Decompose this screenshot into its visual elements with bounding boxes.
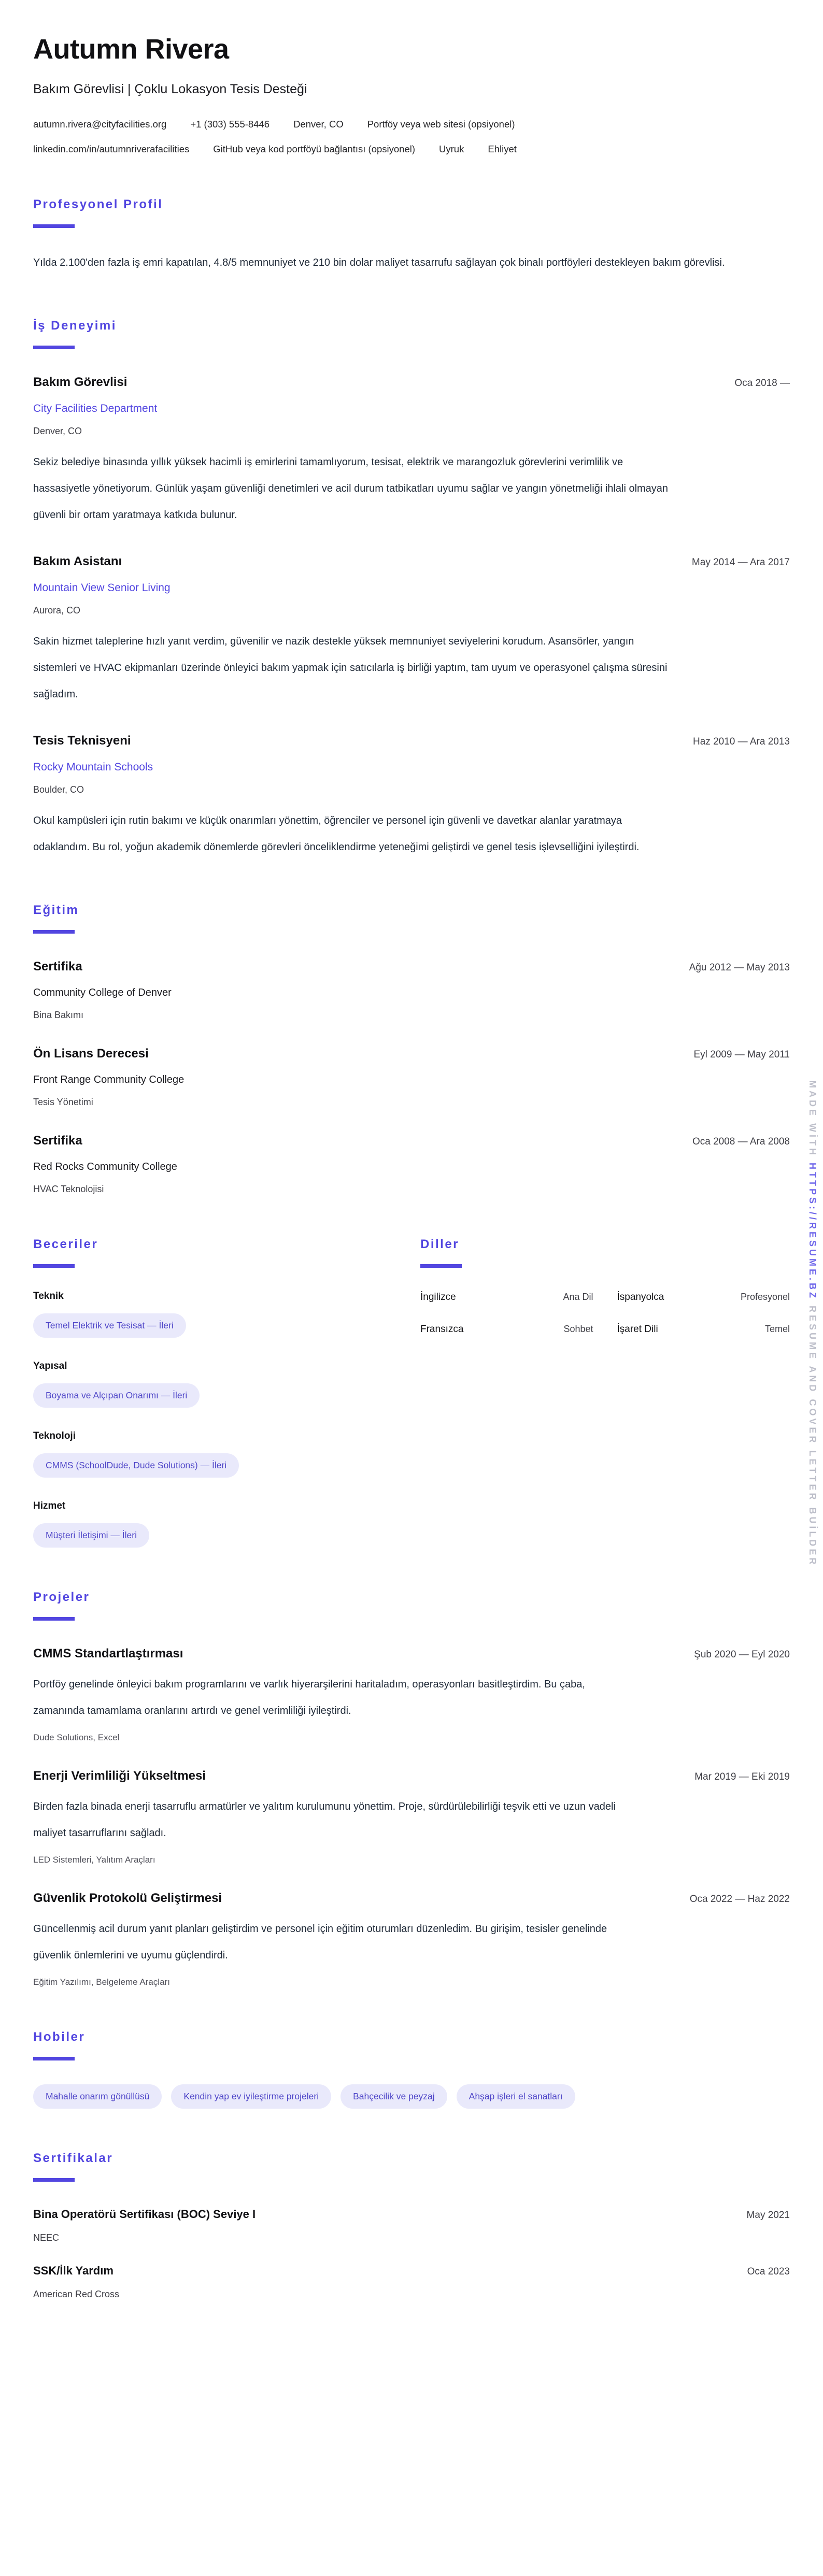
section-skills [33,1237,403,1548]
section-hobbies [33,2030,790,2109]
contact-linkedin: linkedin.com/in/autumnriverafacilities [33,144,190,154]
education-field: Bina Bakımı [33,1010,84,1020]
project-entry-header [33,1647,790,1661]
section-underline [33,930,75,934]
education-entry [33,960,790,1021]
contact-phone: +1 (303) 555-8446 [190,119,270,130]
watermark-resume-bz-link[interactable]: HTTPS://RESUME.BZ [807,1162,818,1300]
job-location: Aurora, CO [33,605,81,616]
section-underline [33,224,75,228]
education-entry [33,1047,790,1108]
contact-row-1 [33,119,790,130]
projects-heading: Projeler [33,1590,90,1604]
project-dates: Oca 2022 — Haz 2022 [689,1894,790,1905]
language-level: Ana Dil [563,1292,593,1302]
certification-date: Oca 2023 [747,2266,790,2277]
hobbies-heading: Hobiler [33,2030,86,2044]
job-description: Sekiz belediye binasında yıllık yüksek hacimli iş emirlerini tamamlıyorum, tesisat, elektrik ve marangozluk görevlerini verimlilik ve hassasiyetle yönetiyorum. Günlük yaşam güvenliği denetimleri ve acil durum tatbikatları uyumu sağlar ve yangın yönetmeliği ihlali olmayan güvenli bir ortam yaratmaya katkıda bulunur. [33,456,669,521]
skill-chip: CMMS (SchoolDude, Dude Solutions) — İleri [33,1453,239,1478]
language-name: İspanyolca [617,1292,664,1303]
project-title: Güvenlik Protokolü Geliştirmesi [33,1891,222,1905]
education-degree: Sertifika [33,960,82,974]
job-company-link[interactable]: City Facilities Department [33,403,158,414]
profile-text: Yılda 2.100'den fazla iş emri kapatılan, 4.8/5 memnuniyet ve 210 bin dolar maliyet tasarrufu sağlayan çok binalı portföyleri destekleyen bakım görevlisi. [33,257,725,268]
language-level: Profesyonel [740,1292,790,1302]
skill-group [33,1430,403,1478]
language-item [617,1324,790,1335]
section-profile [33,197,790,276]
project-dates: Şub 2020 — Eyl 2020 [694,1649,790,1660]
education-dates: Oca 2008 — Ara 2008 [692,1136,790,1147]
certification-title: SSK/İlk Yardım [33,2264,113,2277]
job-title: Tesis Teknisyeni [33,734,131,748]
education-school: Front Range Community College [33,1074,185,1085]
contact-nationality: Uyruk [439,144,464,154]
education-school: Red Rocks Community College [33,1161,177,1172]
job-company-link[interactable]: Mountain View Senior Living [33,582,171,594]
language-name: İngilizce [420,1292,456,1303]
skill-category-label: Teknik [33,1291,64,1301]
education-degree: Sertifika [33,1134,82,1148]
language-item [420,1292,593,1303]
job-description: Okul kampüsleri için rutin bakımı ve küçük onarımları yönettim, öğrenciler ve personel için güvenli ve davetkar alanlar yaratmaya odaklandım. Bu rol, yoğun akademik dönemlerde görevleri önceliklendirme yeteneğimi geliştirdi ve genel tesis işlevselliğini iyileştirdi. [33,815,640,853]
certification-org: NEEC [33,2232,60,2243]
project-tools: Eğitim Yazılımı, Belgeleme Araçları [33,1977,170,1987]
project-description: Birden fazla binada enerji tasarruflu armatürler ve yalıtım kurulumunu yönettim. Proje, sürdürülebilirliği teşvik etti ve uzun vadeli maliyet tasarruflarını sağladı. [33,1801,616,1839]
certification-entry-header [33,2264,790,2278]
section-certifications [33,2151,790,2300]
job-company-link[interactable]: Rocky Mountain Schools [33,761,153,773]
contact-portfolio-placeholder: Portföy veya web sitesi (opsiyonel) [367,119,515,130]
section-languages [420,1237,790,1548]
education-dates: Eyl 2009 — May 2011 [693,1049,790,1060]
job-dates: Oca 2018 — [734,378,790,389]
project-entry [33,1769,790,1865]
language-item [420,1324,593,1335]
section-underline [33,346,75,349]
project-entry [33,1891,790,1987]
education-dates: Ağu 2012 — May 2013 [689,962,790,973]
section-underline [33,1264,75,1268]
job-dates: Haz 2010 — Ara 2013 [693,736,790,747]
project-tools: LED Sistemleri, Yalıtım Araçları [33,1855,155,1865]
skill-group [33,1361,403,1408]
resume-header [33,33,790,155]
project-dates: Mar 2019 — Eki 2019 [694,1771,790,1782]
job-entry-header [33,375,790,390]
candidate-title: Bakım Görevlisi | Çoklu Lokasyon Tesis Desteği [33,82,307,96]
hobby-chip: Ahşap işleri el sanatları [457,2084,575,2109]
education-entry-header [33,1047,790,1061]
project-title: CMMS Standartlaştırması [33,1647,183,1661]
project-entry-header [33,1891,790,1906]
contact-row-2 [33,144,790,155]
job-entry [33,375,790,528]
certifications-heading: Sertifikalar [33,2151,113,2165]
languages-heading: Diller [420,1237,460,1251]
education-school: Community College of Denver [33,987,172,998]
hobby-chip: Mahalle onarım gönüllüsü [33,2084,162,2109]
education-degree: Ön Lisans Derecesi [33,1047,149,1061]
section-experience [33,319,790,861]
education-field: HVAC Teknolojisi [33,1184,104,1194]
section-underline [33,2057,75,2060]
candidate-name: Autumn Rivera [33,34,229,65]
job-entry [33,734,790,861]
project-description: Güncellenmiş acil durum yanıt planları geliştirdim ve personel için eğitim oturumları düzenledim. Bu girişim, tesisler genelinde güvenlik önlemlerini ve uyumu güçlendirdi. [33,1923,607,1961]
language-item [617,1292,790,1303]
skills-languages-columns [33,1237,790,1548]
section-underline [420,1264,462,1268]
skills-heading: Beceriler [33,1237,98,1251]
certification-entry-header [33,2208,790,2221]
job-dates: May 2014 — Ara 2017 [691,557,790,568]
watermark-suffix: RESUME AND COVER LETTER BUİLDER [807,1300,818,1567]
skill-category-label: Teknoloji [33,1430,76,1441]
skill-category-label: Hizmet [33,1500,66,1511]
certification-entry [33,2264,790,2300]
job-title: Bakım Görevlisi [33,375,127,389]
job-title: Bakım Asistanı [33,554,122,568]
made-with-watermark [807,1080,818,1567]
job-entry-header [33,554,790,569]
language-name: İşaret Dili [617,1324,658,1335]
contact-email: autumn.rivera@cityfacilities.org [33,119,167,130]
watermark-prefix: MADE WİTH [807,1080,818,1163]
job-entry-header [33,734,790,748]
skill-category-label: Yapısal [33,1361,67,1371]
contact-driving-license: Ehliyet [488,144,517,154]
education-entry-header [33,960,790,974]
experience-heading: İş Deneyimi [33,319,117,333]
section-projects [33,1590,790,1987]
language-level: Sohbet [563,1324,593,1334]
language-name: Fransızca [420,1324,464,1335]
language-level: Temel [764,1324,790,1334]
job-entry [33,554,790,708]
languages-grid [420,1292,790,1335]
hobby-chip: Bahçecilik ve peyzaj [340,2084,447,2109]
project-tools: Dude Solutions, Excel [33,1733,120,1742]
contact-github-placeholder: GitHub veya kod portföyü bağlantısı (opsiyonel) [213,144,416,154]
section-underline [33,2178,75,2182]
project-description: Portföy genelinde önleyici bakım programlarını ve varlık hiyerarşilerini haritaladım, operasyonları basitleştirdim. Bu çaba, zamanında tamamlama oranlarını artırdı ve genel verimliliği iyileştirdi. [33,1679,585,1716]
hobby-chips [33,2084,790,2109]
education-field: Tesis Yönetimi [33,1097,93,1107]
skill-chip: Boyama ve Alçıpan Onarımı — İleri [33,1383,200,1408]
skill-group [33,1500,403,1548]
job-location: Denver, CO [33,426,82,436]
skill-chip: Müşteri İletişimi — İleri [33,1523,149,1548]
profile-heading: Profesyonel Profil [33,197,163,211]
contact-location: Denver, CO [293,119,344,130]
education-entry [33,1134,790,1195]
certification-org: American Red Cross [33,2289,120,2299]
project-title: Enerji Verimliliği Yükseltmesi [33,1769,206,1783]
skill-group [33,1291,403,1338]
project-entry-header [33,1769,790,1783]
certification-title: Bina Operatörü Sertifikası (BOC) Seviye I [33,2208,256,2221]
job-location: Boulder, CO [33,784,84,795]
project-entry [33,1647,790,1743]
section-underline [33,1617,75,1621]
education-entry-header [33,1134,790,1148]
certification-entry [33,2208,790,2243]
skill-chip: Temel Elektrik ve Tesisat — İleri [33,1313,186,1338]
education-heading: Eğitim [33,903,79,917]
job-description: Sakin hizmet taleplerine hızlı yanıt verdim, güvenilir ve nazik destekle yüksek memnuniyet seviyelerini korudum. Asansörler, yangın sistemleri ve HVAC ekipmanları üzerinde önleyici bakım yapmak için satıcılarla iş birliği yaptım, tam uyum ve operasyonel çalışma süresini sağladım. [33,636,668,700]
section-education [33,903,790,1195]
hobby-chip: Kendin yap ev iyileştirme projeleri [171,2084,331,2109]
certification-date: May 2021 [746,2210,790,2221]
